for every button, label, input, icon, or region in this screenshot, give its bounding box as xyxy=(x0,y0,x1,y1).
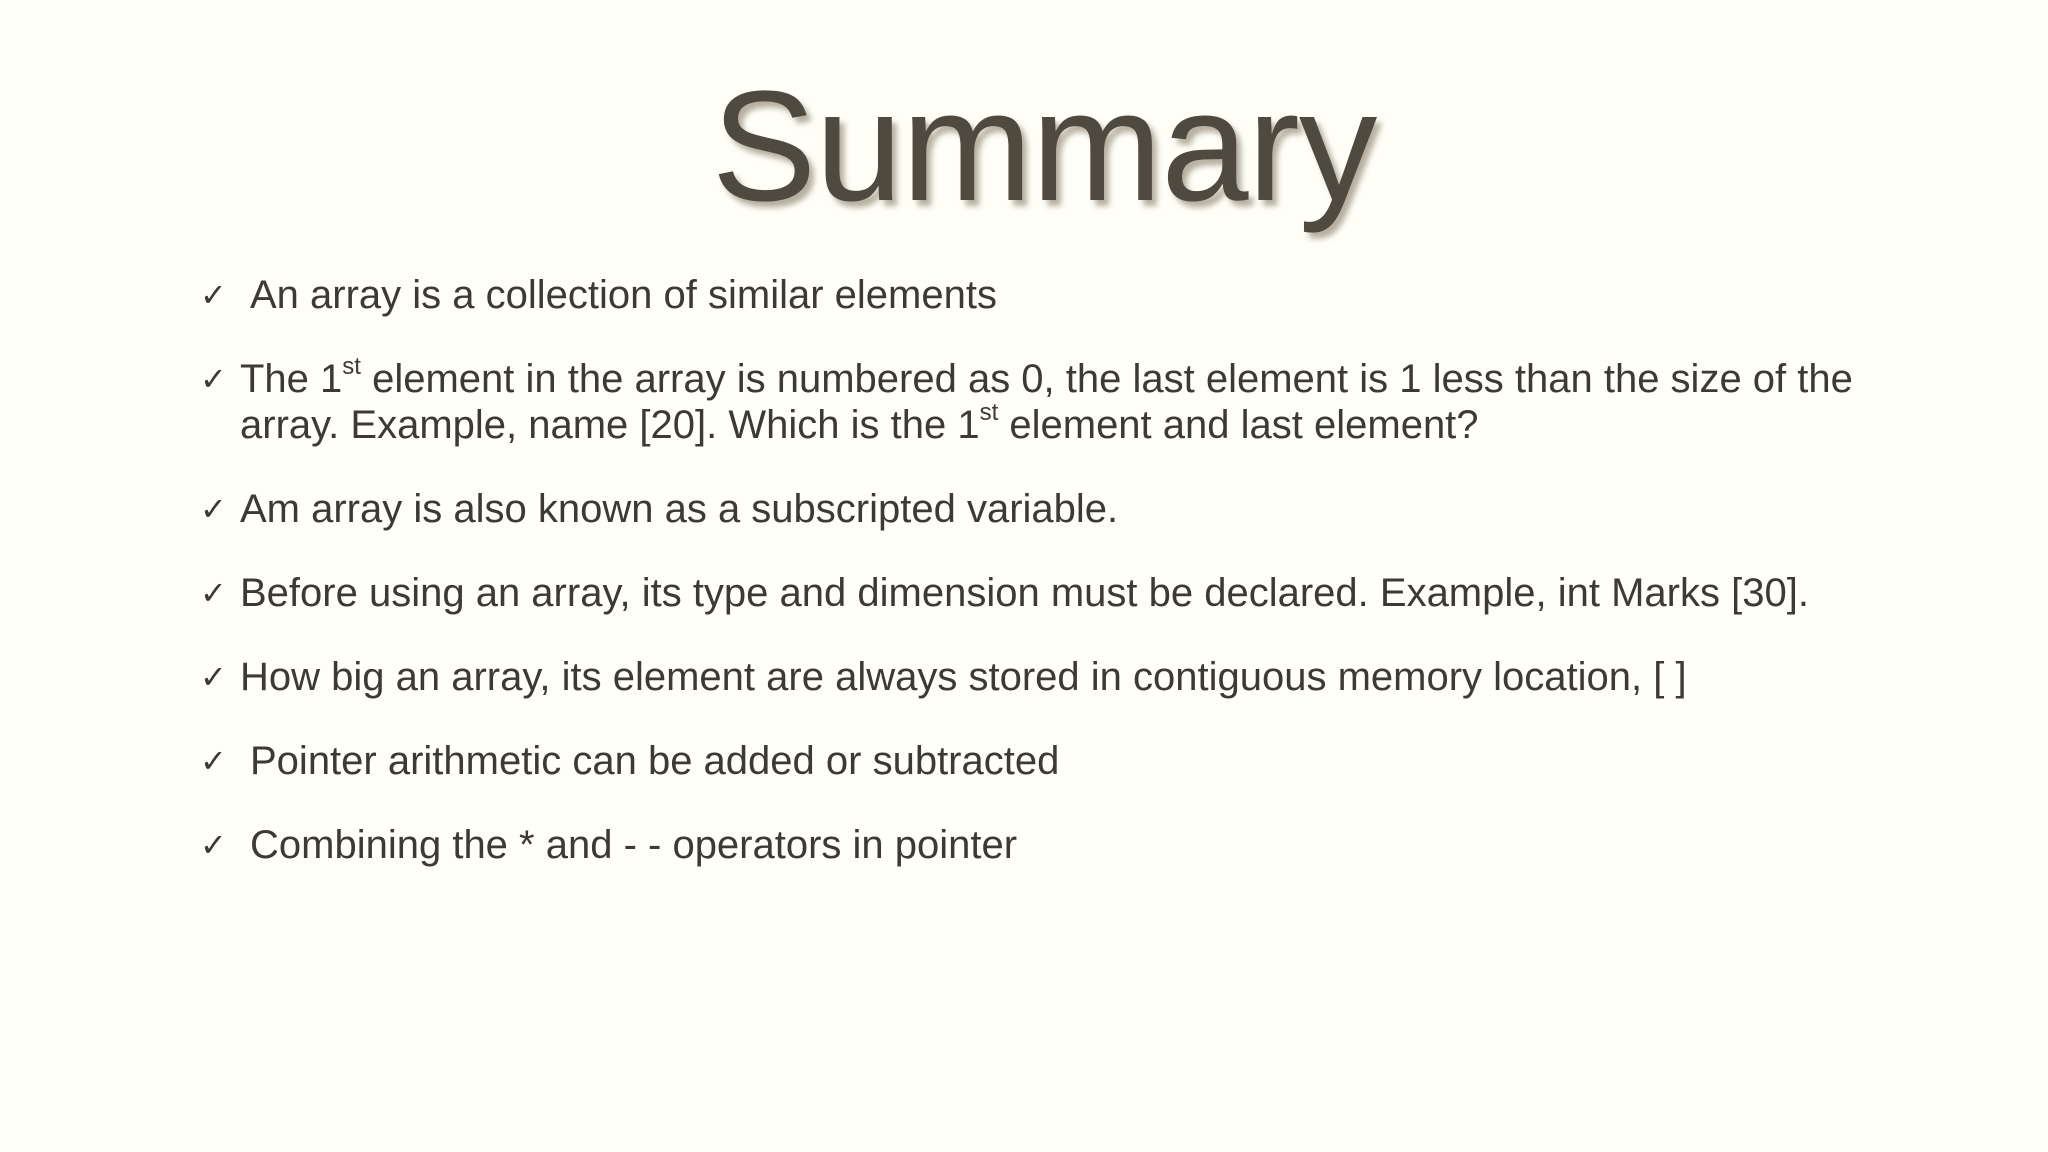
bullet-item xyxy=(200,352,1920,448)
bullet-list xyxy=(200,272,1920,906)
checkmark-icon: ✓ xyxy=(200,491,227,527)
bullet-item xyxy=(200,822,1920,868)
bullet-text: Combining the * and - - operators in pointer xyxy=(250,823,1018,867)
bullet-item xyxy=(200,486,1920,532)
bullet-text: Am array is also known as a subscripted variable. xyxy=(240,487,1119,531)
bullet-item xyxy=(200,738,1920,784)
checkmark-icon: ✓ xyxy=(200,743,227,779)
bullet-item xyxy=(200,570,1920,616)
bullet-text-part: The 1 xyxy=(240,357,343,401)
bullet-text: An array is a collection of similar elements xyxy=(250,273,997,317)
bullet-item xyxy=(200,272,1920,318)
ordinal-superscript: st xyxy=(342,352,361,380)
bullet-text: Pointer arithmetic can be added or subtracted xyxy=(250,739,1060,783)
checkmark-icon: ✓ xyxy=(200,361,227,397)
bullet-text-part: element in the array is numbered as 0, the last element is 1 less than the size of the array. Example, name [20]. Which is the 1 xyxy=(240,357,1853,447)
bullet-text xyxy=(240,352,1853,447)
bullet-text-part: element and last element? xyxy=(998,403,1479,447)
bullet-item xyxy=(200,654,1920,700)
checkmark-icon: ✓ xyxy=(200,277,227,313)
bullet-text: Before using an array, its type and dimension must be declared. Example, int Marks [30]. xyxy=(240,571,1809,615)
slide-title: Summary xyxy=(711,59,1377,234)
checkmark-icon: ✓ xyxy=(200,827,227,863)
ordinal-superscript: st xyxy=(979,398,999,426)
checkmark-icon: ✓ xyxy=(200,659,227,695)
checkmark-icon: ✓ xyxy=(200,575,227,611)
bullet-text: How big an array, its element are always stored in contiguous memory location, [ ] xyxy=(240,655,1687,699)
